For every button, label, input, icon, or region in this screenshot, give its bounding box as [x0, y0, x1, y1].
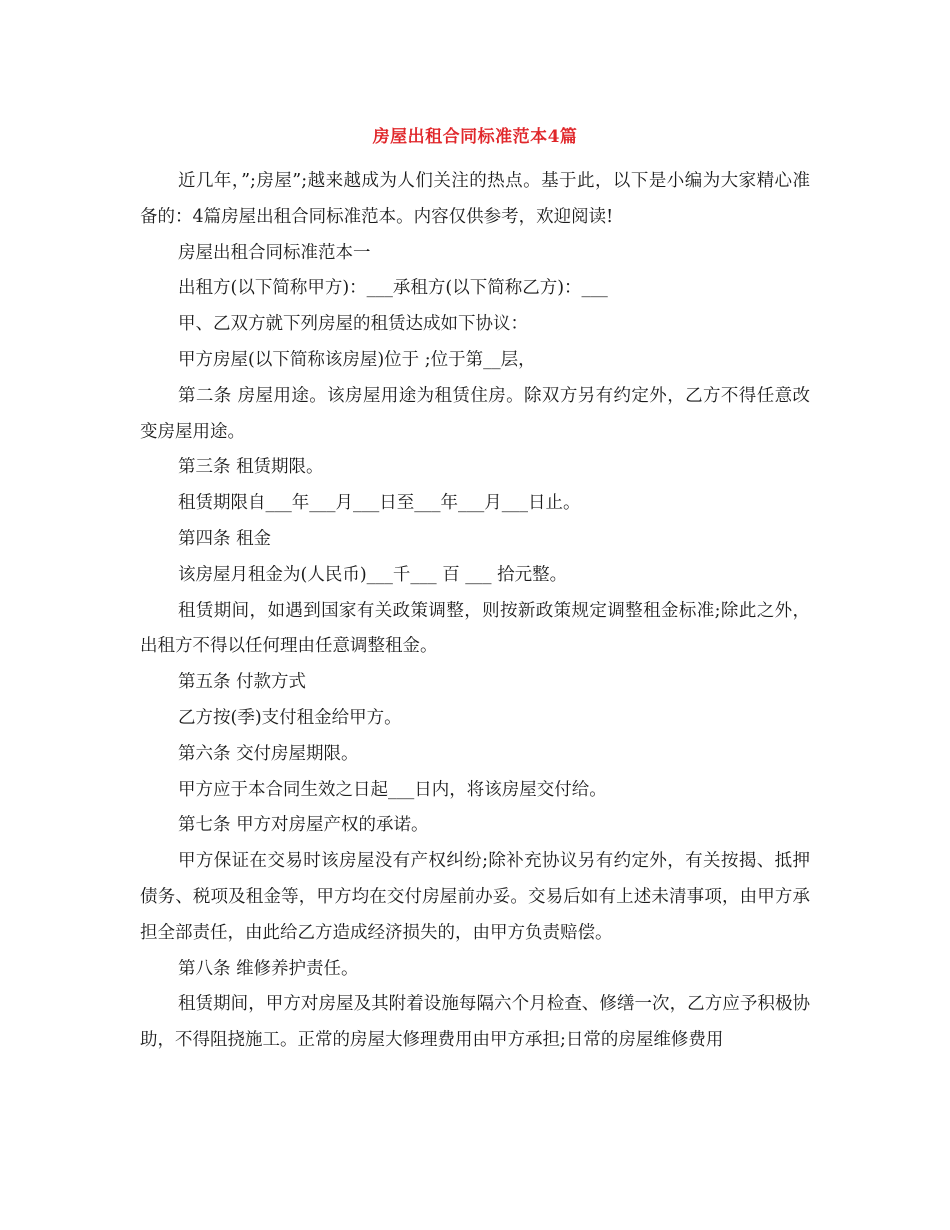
paragraph-section-heading: 房屋出租合同标准范本一 [178, 242, 371, 263]
paragraph-payment: 乙方按(季)支付租金给甲方。 [178, 707, 402, 728]
document-body [140, 164, 810, 1059]
paragraph-article-3-heading: 第三条 租赁期限。 [178, 457, 324, 478]
paragraph-agreement: 甲、乙双方就下列房屋的租赁达成如下协议： [178, 314, 528, 335]
paragraph-article-5-heading: 第五条 付款方式 [178, 672, 307, 693]
paragraph-article-7-heading: 第七条 甲方对房屋产权的承诺。 [178, 815, 429, 836]
paragraph-intro: 近几年，”;房屋”;越来越成为人们关注的热点。基于此，以下是小编为大家精心准备的：4篇房屋出租合同标准范本。内容仅供参考，欢迎阅读! [140, 171, 810, 227]
paragraph-parties: 出租方(以下简称甲方)：___承租方(以下简称乙方)：___ [178, 278, 608, 299]
paragraph-article-4-heading: 第四条 租金 [178, 528, 272, 549]
paragraph-monthly-rent: 该房屋月租金为(人民币)___千___ 百 ___ 拾元整。 [178, 564, 568, 585]
paragraph-delivery: 甲方应于本合同生效之日起___日内，将该房屋交付给。 [178, 779, 607, 800]
paragraph-lease-term: 租赁期限自___年___月___日至___年___月___日止。 [178, 493, 581, 514]
paragraph-article-2: 第二条 房屋用途。该房屋用途为租赁住房。除双方另有约定外，乙方不得任意改变房屋用途。 [140, 385, 810, 442]
paragraph-property-location: 甲方房屋(以下简称该房屋)位于 ;位于第__层， [178, 349, 536, 370]
paragraph-article-6-heading: 第六条 交付房屋期限。 [178, 743, 359, 764]
paragraph-maintenance: 租赁期间，甲方对房屋及其附着设施每隔六个月检查、修缮一次，乙方应予积极协助，不得阻挠施工。正常的房屋大修理费用由甲方承担;日常的房屋维修费用 [140, 994, 810, 1051]
paragraph-rent-adjustment: 租赁期间，如遇到国家有关政策调整，则按新政策规定调整租金标准;除此之外，出租方不得以任何理由任意调整租金。 [140, 600, 810, 657]
paragraph-article-8-heading: 第八条 维修养护责任。 [178, 958, 359, 979]
document-title: 房屋出租合同标准范本4篇 [372, 127, 578, 147]
paragraph-property-rights: 甲方保证在交易时该房屋没有产权纠纷;除补充协议另有约定外，有关按揭、抵押债务、税项及租金等，甲方均在交付房屋前办妥。交易后如有上述未清事项，由甲方承担全部责任，由此给乙方造成经济损失的，由甲方负责赔偿。 [140, 851, 810, 943]
